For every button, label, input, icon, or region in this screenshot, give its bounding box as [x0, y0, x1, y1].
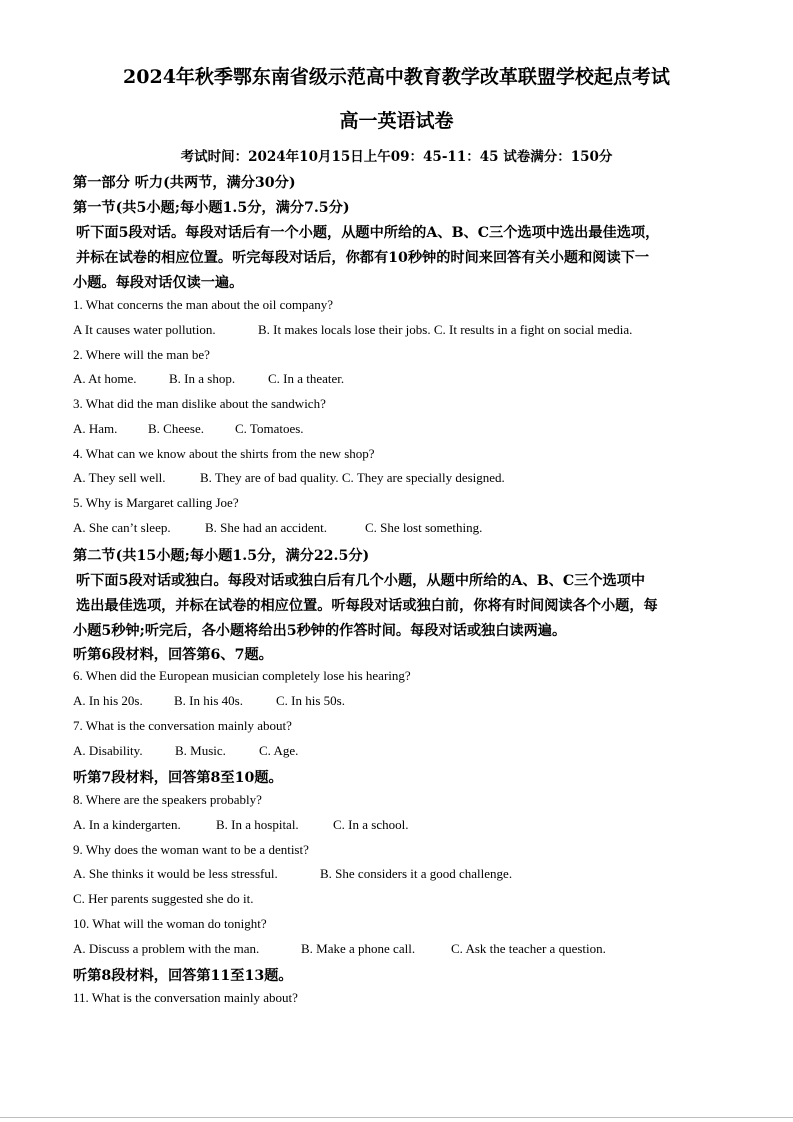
question-text: 6. When did the European musician completely lose his hearing? — [73, 668, 411, 683]
section2-instructions-line: 小题5秒钟;听完后，各小题将给出5秒钟的作答时间。每段对话或独白读两遍。 — [73, 623, 567, 639]
question-text: 3. What did the man dislike about the sandwich? — [73, 396, 326, 411]
option: A. At home. — [73, 371, 137, 386]
material-heading: 听第7段材料，回答第8至10题。 — [73, 770, 283, 786]
question-text: 2. Where will the man be? — [73, 347, 210, 362]
option: C. In his 50s. — [276, 693, 345, 708]
section1-instructions-line: 听下面5段对话。每段对话后有一个小题，从题中所给的A、B、C三个选项中选出最佳选项， — [76, 225, 660, 241]
material-heading: 听第6段材料，回答第6、7题。 — [73, 647, 273, 663]
section1-instructions-line: 并标在试卷的相应位置。听完每段对话后，你都有10秒钟的时间来回答有关小题和阅读下一 — [76, 250, 650, 266]
question-text: 9. Why does the woman want to be a dentist? — [73, 842, 309, 857]
question-text: 4. What can we know about the shirts from the new shop? — [73, 446, 375, 461]
material-heading: 听第8段材料，回答第11至13题。 — [73, 968, 293, 984]
option: C. In a school. — [333, 817, 409, 832]
option: B. In his 40s. — [174, 693, 243, 708]
option: A. In a kindergarten. — [73, 817, 181, 832]
question-options — [73, 470, 505, 486]
option: C. She lost something. — [365, 520, 483, 535]
question-options — [73, 371, 344, 387]
option: A. She can’t sleep. — [73, 520, 171, 535]
option: A. In his 20s. — [73, 693, 143, 708]
section1-instructions-line: 小题。每段对话仅读一遍。 — [73, 275, 244, 291]
option: A. She thinks it would be less stressful. — [73, 866, 278, 881]
page-bottom-rule — [0, 1117, 793, 1118]
question-text: 5. Why is Margaret calling Joe? — [73, 495, 239, 510]
question-options — [73, 520, 482, 536]
question-options — [73, 421, 304, 437]
question-text: 10. What will the woman do tonight? — [73, 916, 267, 931]
option: C. In a theater. — [268, 371, 345, 386]
question-options — [73, 891, 254, 907]
option: B. She had an accident. — [205, 520, 328, 535]
option: B. It makes locals lose their jobs. C. It results in a fight on social media. — [258, 322, 633, 337]
question-text: 11. What is the conversation mainly about? — [73, 990, 298, 1005]
option: B. She considers it a good challenge. — [320, 866, 513, 881]
question-text: 1. What concerns the man about the oil company? — [73, 297, 334, 312]
option: C. Age. — [259, 743, 299, 758]
question-options — [73, 941, 606, 957]
option: B. Music. — [175, 743, 226, 758]
section2-instructions-line: 选出最佳选项，并标在试卷的相应位置。听每段对话或独白前，你将有时间阅读各个小题，每 — [76, 598, 658, 614]
question-options — [73, 743, 298, 759]
section2-heading: 第二节(共15小题;每小题1.5分，满分22.5分) — [73, 548, 370, 564]
question-options — [73, 866, 512, 882]
option: B. Make a phone call. — [301, 941, 416, 956]
option: A. Discuss a problem with the man. — [73, 941, 260, 956]
option: B. They are of bad quality. C. They are specially designed. — [200, 470, 505, 485]
option: A. Disability. — [73, 743, 143, 758]
option: A. They sell well. — [73, 470, 166, 485]
option: A. Ham. — [73, 421, 118, 436]
question-options — [73, 693, 345, 709]
option: B. Cheese. — [148, 421, 204, 436]
option: A It causes water pollution. — [73, 322, 216, 337]
question-text: 8. Where are the speakers probably? — [73, 792, 262, 807]
option: C. Ask the teacher a question. — [451, 941, 606, 956]
question-options — [73, 817, 408, 833]
exam-title: 2024年秋季鄂东南省级示范高中教育教学改革联盟学校起点考试 — [123, 66, 670, 88]
question-text: 7. What is the conversation mainly about? — [73, 718, 292, 733]
exam-subtitle: 高一英语试卷 — [339, 110, 454, 132]
option: C. Tomatoes. — [235, 421, 304, 436]
option: B. In a hospital. — [216, 817, 299, 832]
section2-instructions-line: 听下面5段对话或独白。每段对话或独白后有几个小题，从题中所给的A、B、C三个选项中 — [76, 573, 646, 589]
option: C. Her parents suggested she do it. — [73, 891, 254, 906]
section1-heading: 第一节(共5小题;每小题1.5分，满分7.5分) — [73, 200, 350, 216]
part1-heading: 第一部分 听力(共两节，满分30分) — [73, 175, 296, 191]
question-options — [73, 322, 632, 338]
option: B. In a shop. — [169, 371, 236, 386]
exam-info: 考试时间：2024年10月15日上午09：45-11：45 试卷满分：150分 — [180, 149, 613, 165]
